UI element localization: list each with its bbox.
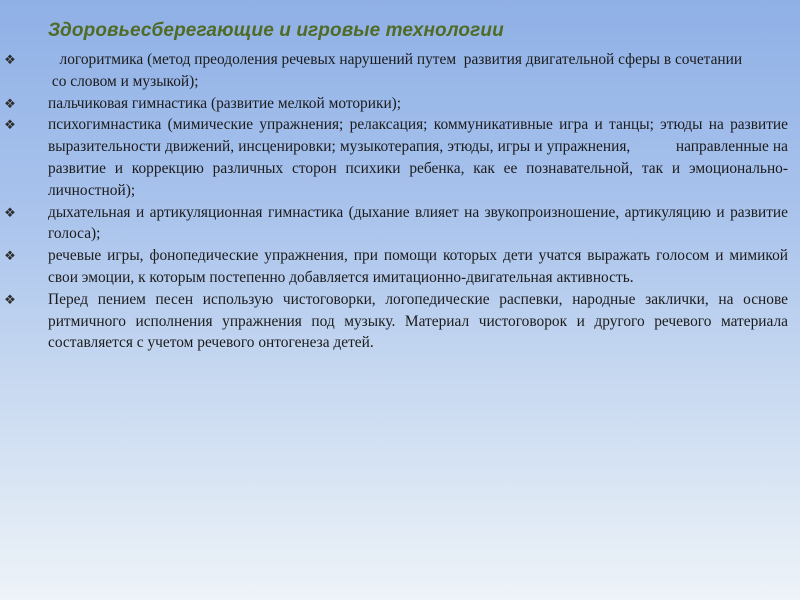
bullet-list xyxy=(0,49,800,354)
diamond-bullet-icon: ❖ xyxy=(4,291,16,307)
list-item-text: дыхательная и артикуляционная гимнастика (дыхание влияет на звукопроизношение, артикуляцию и развитие голоса); xyxy=(48,203,788,243)
list-item xyxy=(0,93,800,115)
list-item xyxy=(0,245,800,289)
list-item-text: пальчиковая гимнастика (развитие мелкой моторики); xyxy=(48,94,402,112)
list-item xyxy=(0,289,800,354)
list-item-text: Перед пением песен использую чистоговорки, логопедические распевки, народные заклички, на основе ритмичного исполнения упражнения под музыку. Материал чистоговорок и другого речевого материала составляется с учетом речевого онтогенеза детей. xyxy=(48,290,788,352)
diamond-bullet-icon: ❖ xyxy=(4,52,16,67)
diamond-bullet-icon: ❖ xyxy=(4,204,16,220)
list-item xyxy=(0,202,800,246)
list-item-text: логоритмика (метод преодоления речевых нарушений путем развития двигательной сферы в сочетании со словом и музыкой); xyxy=(51,51,743,90)
list-item xyxy=(0,49,800,93)
list-item-text: речевые игры, фонопедические упражнения, при помощи которых дети учатся выражать голосом и мимикой свои эмоции, к которым постепенно добавляется имитационно-двигательная активность. xyxy=(48,247,788,286)
list-item xyxy=(0,114,800,201)
list-item-text: психогимнастика (мимические упражнения; релаксация; коммуникативные игра и танцы; этюды на развитие выразительности движений, инсценировки; музыкотерапия, этюды, игры и упражнения, направленные на развитие и коррекцию различных сторон психики ребенка, как ее познавательной, так и эмоционально- личностной); xyxy=(48,116,792,199)
diamond-bullet-icon: ❖ xyxy=(4,117,16,133)
slide-title: Здоровьесберегающие и игровые технологии xyxy=(48,20,504,41)
diamond-bullet-icon: ❖ xyxy=(4,248,16,264)
diamond-bullet-icon: ❖ xyxy=(4,95,16,111)
